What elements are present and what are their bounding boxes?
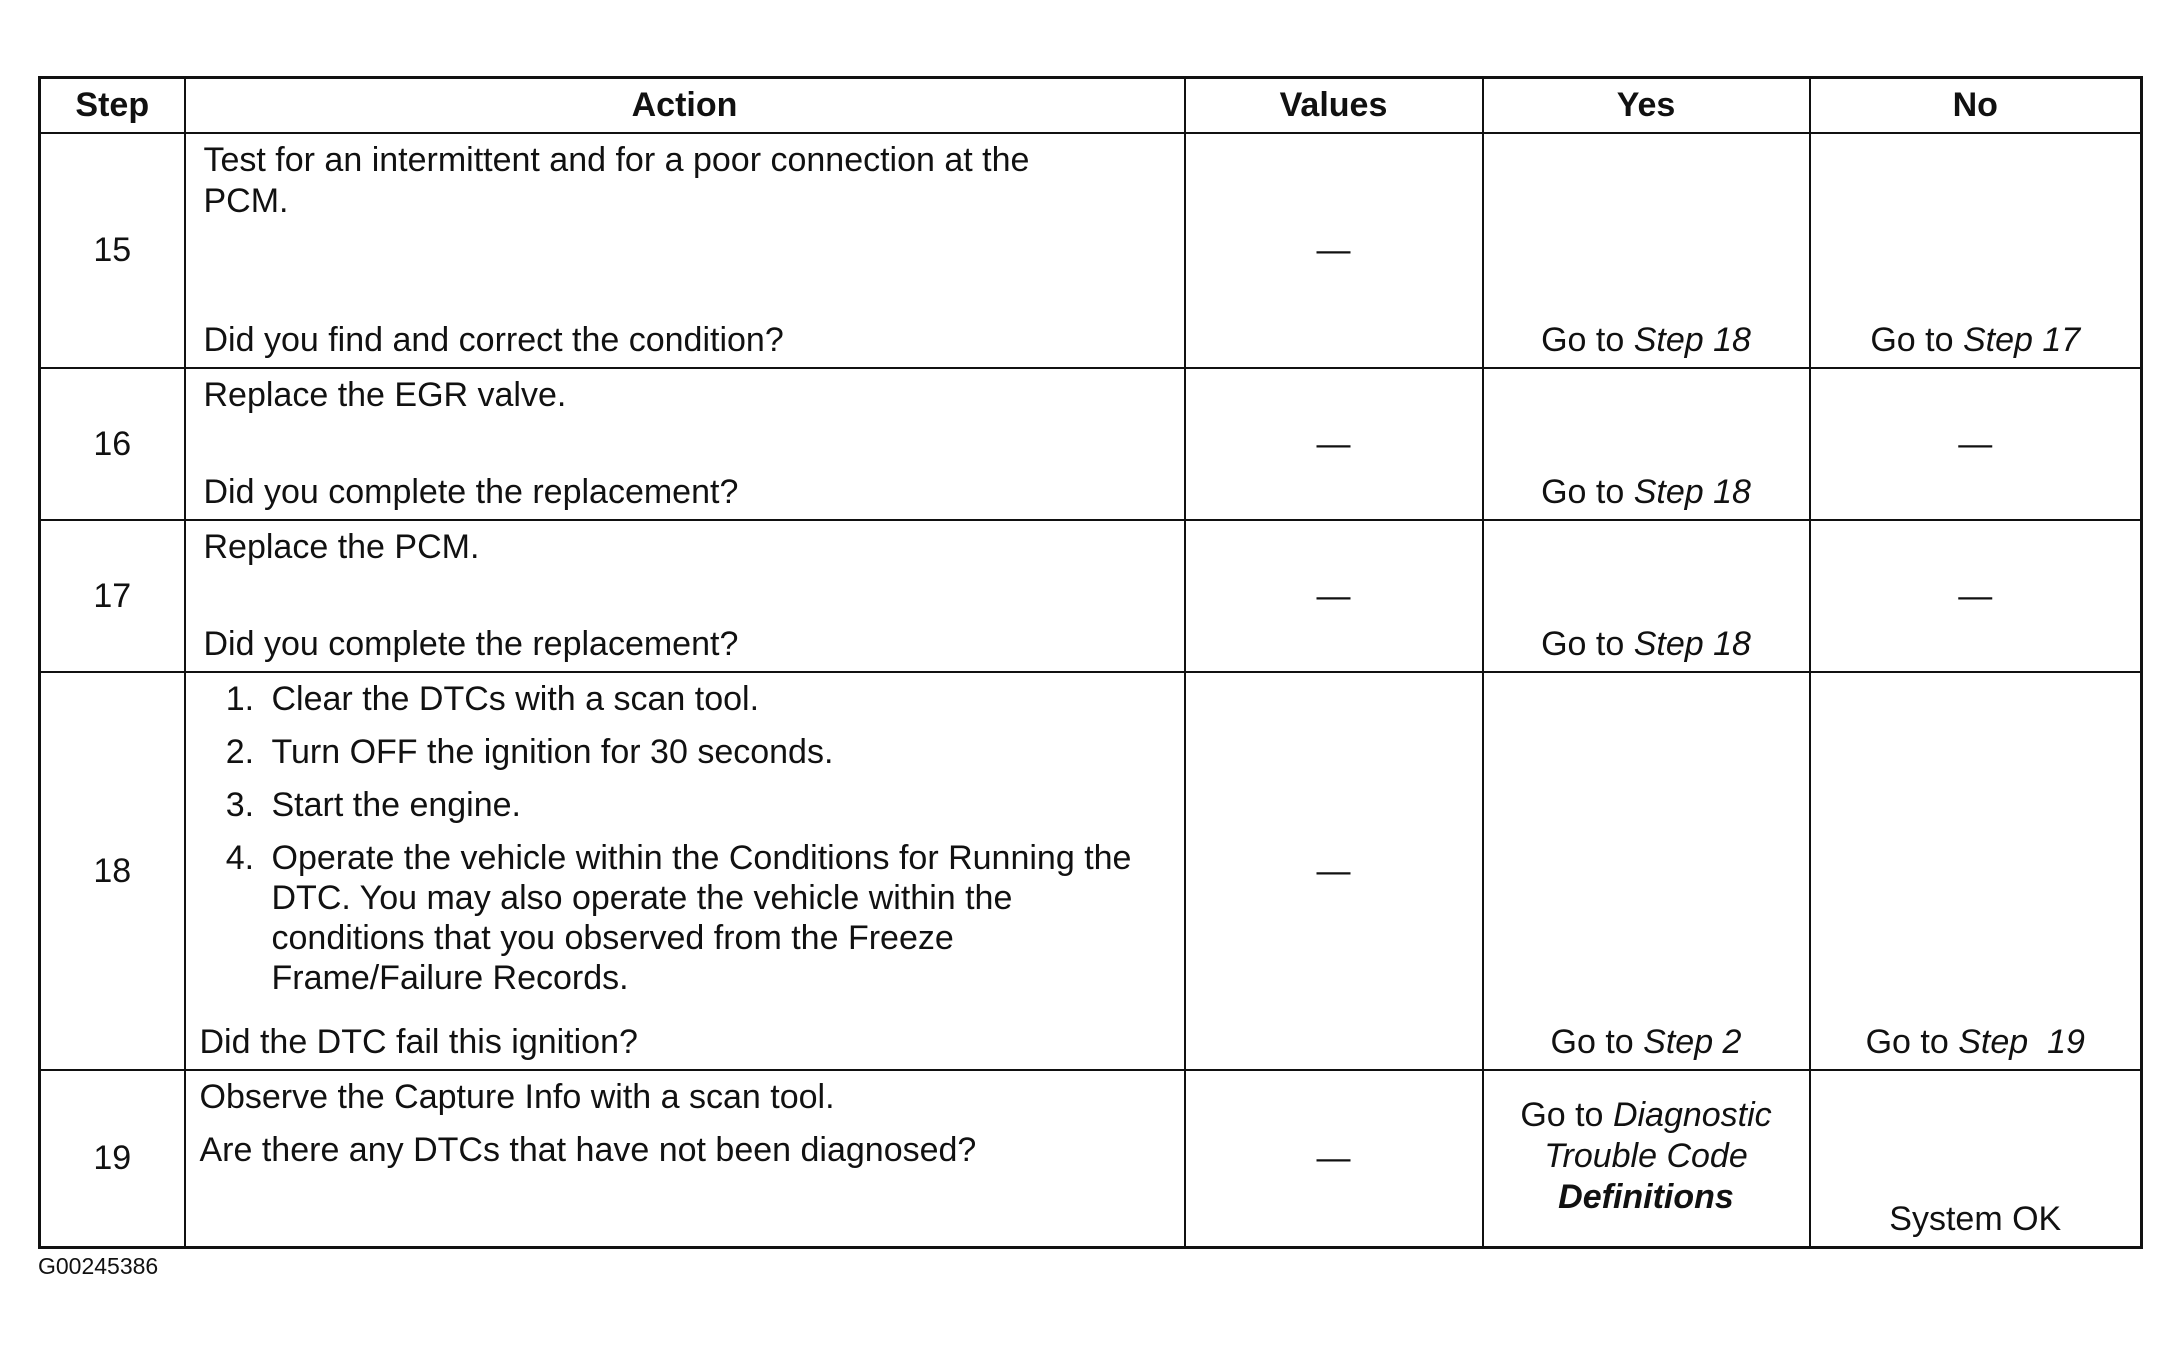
action-question: Did the DTC fail this ignition? [199,1023,638,1061]
header-no: No [1810,78,2142,134]
figure-id: G00245386 [38,1253,159,1279]
header-action: Action [185,78,1185,134]
values-cell: — [1185,368,1483,520]
yes-cell [1483,368,1810,520]
list-item: 4. Operate the vehicle within the Conditions for Running the DTC. You may also operate the vehicle within the conditions that you observed from the Freeze Frame/Failure Records. [264,838,1166,998]
substep-list [200,679,1166,998]
yes-step-link[interactable]: Step 18 [1633,625,1751,663]
no-cell [1810,672,2142,1070]
action-instruction: Observe the Capture Info with a scan tool. [199,1078,835,1116]
no-cell [1810,1070,2142,1248]
table-row-step-18 [40,672,2142,1070]
action-question: Did you find and correct the condition? [203,321,784,359]
table-row-step-19 [40,1070,2142,1248]
action-cell [185,368,1185,520]
yes-definitions-link[interactable] [1484,1095,1809,1218]
yes-go-to: Go to [1541,625,1625,663]
action-instruction: Test for an intermittent and for a poor connection at the PCM. [203,141,1030,220]
yes-go-to: Go to [1520,1096,1604,1134]
header-step: Step [40,78,185,134]
yes-go-to: Go to [1550,1023,1634,1061]
yes-step-link[interactable]: Step 18 [1633,321,1751,359]
action-instruction: Replace the PCM. [203,528,480,566]
yes-link-part: Definitions [1558,1178,1734,1216]
yes-go-to: Go to [1541,321,1625,359]
action-cell [185,672,1185,1070]
yes-go-to: Go to [1541,473,1625,511]
yes-link-part: Trouble Code [1544,1137,1748,1175]
yes-cell [1483,133,1810,368]
list-item: 2. Turn OFF the ignition for 30 seconds. [264,732,1166,773]
action-question: Are there any DTCs that have not been diagnosed? [199,1131,977,1169]
no-cell: — [1810,368,2142,520]
step-number: 16 [40,368,185,520]
step-number: 17 [40,520,185,672]
header-values: Values [1185,78,1483,134]
values-cell: — [1185,133,1483,368]
no-step-link[interactable]: Step 17 [1962,321,2081,359]
action-cell [185,520,1185,672]
step-number: 15 [40,133,185,368]
action-question: Did you complete the replacement? [203,473,739,511]
action-cell [185,133,1185,368]
yes-cell [1483,672,1810,1070]
header-yes: Yes [1483,78,1810,134]
yes-cell [1483,520,1810,672]
diagnostic-steps-table [38,76,2143,1249]
no-step-link[interactable]: Step 19 [1958,1023,2085,1061]
values-cell: — [1185,520,1483,672]
action-cell [185,1070,1185,1248]
no-result: System OK [1889,1200,2062,1238]
step-number: 19 [40,1070,185,1248]
table-row-step-16 [40,368,2142,520]
yes-cell [1483,1070,1810,1248]
no-go-to: Go to [1870,321,1954,359]
table-row-step-17 [40,520,2142,672]
list-item: 3. Start the engine. [264,785,1166,826]
no-cell: — [1810,520,2142,672]
values-cell: — [1185,672,1483,1070]
action-question: Did you complete the replacement? [203,625,739,663]
yes-step-link[interactable]: Step 18 [1633,473,1751,511]
values-cell: — [1185,1070,1483,1248]
no-cell [1810,133,2142,368]
yes-link-part: Diagnostic [1612,1096,1772,1134]
yes-step-link[interactable]: Step 2 [1643,1023,1742,1061]
action-instruction: Replace the EGR valve. [203,376,567,414]
step-number: 18 [40,672,185,1070]
table-row-step-15 [40,133,2142,368]
no-go-to: Go to [1865,1023,1949,1061]
header-row [40,78,2142,134]
list-item: 1. Clear the DTCs with a scan tool. [264,679,1166,720]
